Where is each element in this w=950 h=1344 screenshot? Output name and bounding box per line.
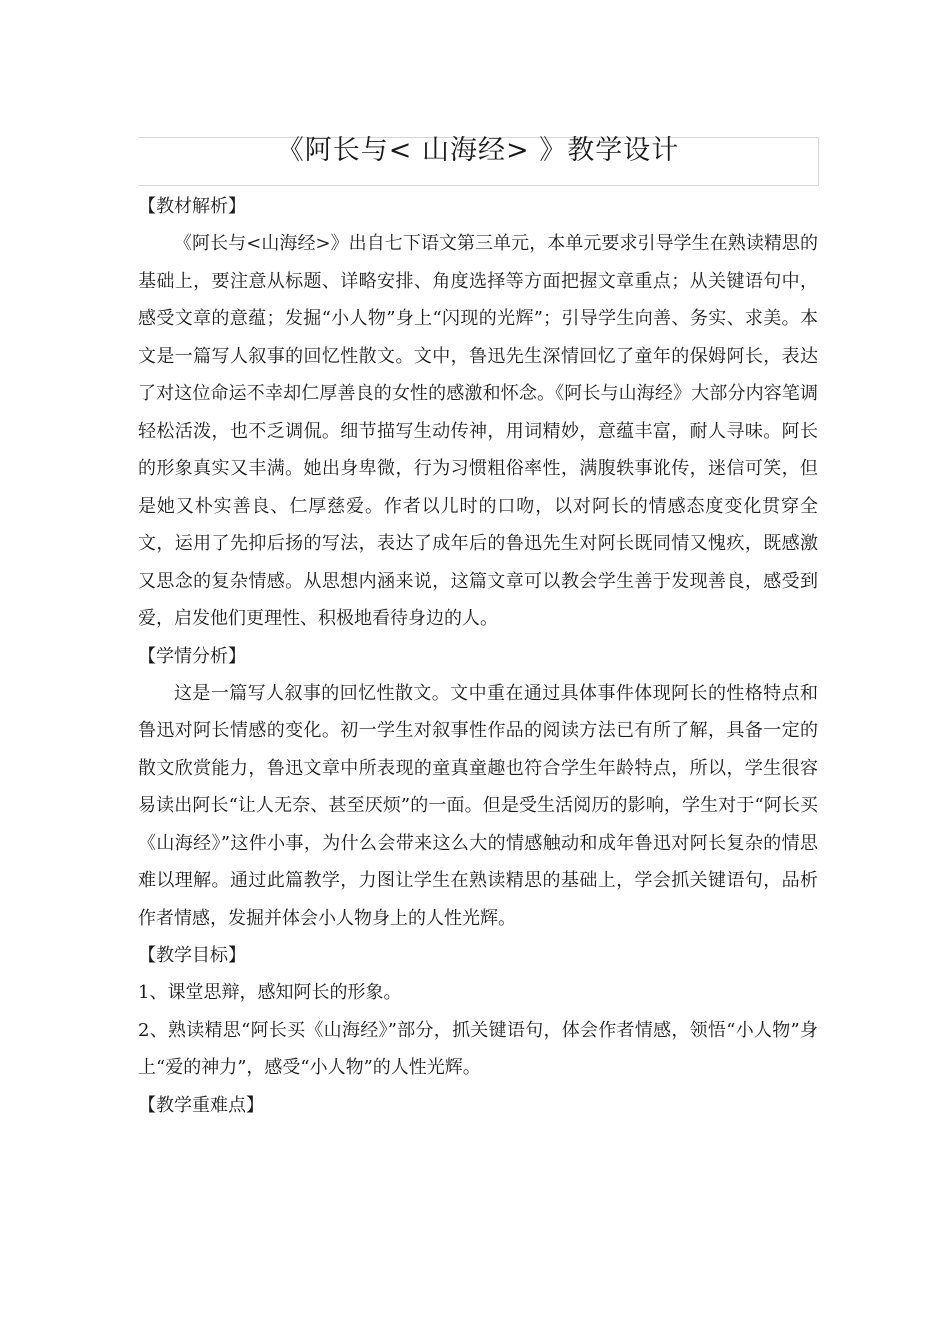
student-analysis-paragraph: 这是一篇写人叙事的回忆性散文。文中重在通过具体事件体现阿长的性格特点和鲁迅对阿长情感的变化。初一学生对叙事性作品的阅读方法已有所了解，具备一定的散文欣赏能力，鲁迅文章中所表现的童真童趣也符合学生年龄特点，所以，学生很容易读出阿长“让人无奈、甚至厌烦”的一面。但是受生活阅历的影响，学生对于“阿长买《山海经》”这件小事，为什么会带来这么大的情感触动和成年鲁迅对阿长复杂的情思难以理解。通过此篇教学，力图让学生在熟读精思的基础上，学会抓关键语句，品析作者情感，发掘并体会小人物身上的人性光辉。 <box>138 682 818 929</box>
textbook-analysis-paragraph: 《阿长与<山海经>》出自七下语文第三单元，本单元要求引导学生在熟读精思的基础上，要注意从标题、详略安排、角度选择等方面把握文章重点；从关键语句中，感受文章的意蕴；发掘“小人物”身上“闪现的光辉”；引导学生向善、务实、求美。本文是一篇写人叙事的回忆性散文。文中，鲁迅先生深情回忆了童年的保姆阿长，表达了对这位命运不幸却仁厚善良的女性的感激和怀念。《阿长与山海经》大部分内容笔调轻松活泼，也不乏调侃。细节描写生动传神，用词精妙，意蕴丰富，耐人寻味。阿长的形象真实又丰满。她出身卑微，行为习惯粗俗率性，满腹轶事讹传，迷信可笑，但是她又朴实善良、仁厚慈爱。作者以儿时的口吻，以对阿长的情感态度变化贯穿全文，运用了先抑后扬的写法，表达了成年后的鲁迅先生对阿长既同情又愧疚，既感激又思念的复杂情感。从思想内涵来说，这篇文章可以教会学生善于发现善良，感受到爱，启发他们更理性、积极地看待身边的人。 <box>138 233 818 629</box>
section-heading-teaching-goals: 【教学目标】 <box>138 945 246 966</box>
document-title: 《阿长与< 山海经> 》教学设计 <box>276 135 680 166</box>
section-heading-student-analysis: 【学情分析】 <box>138 645 246 667</box>
teaching-goal-item-1: 1、课堂思辩，感知阿长的形象。 <box>138 982 402 1003</box>
section-heading-key-difficulties: 【教学重难点】 <box>138 1094 264 1116</box>
document-body <box>138 188 818 1124</box>
section-heading-textbook-analysis: 【教材解析】 <box>138 196 246 217</box>
teaching-goal-item-2: 2、熟读精思“阿长买《山海经》”部分，抓关键语句，体会作者情感，领悟“小人物”身上“爱的神力”，感受“小人物”的人性光辉。 <box>138 1019 818 1078</box>
